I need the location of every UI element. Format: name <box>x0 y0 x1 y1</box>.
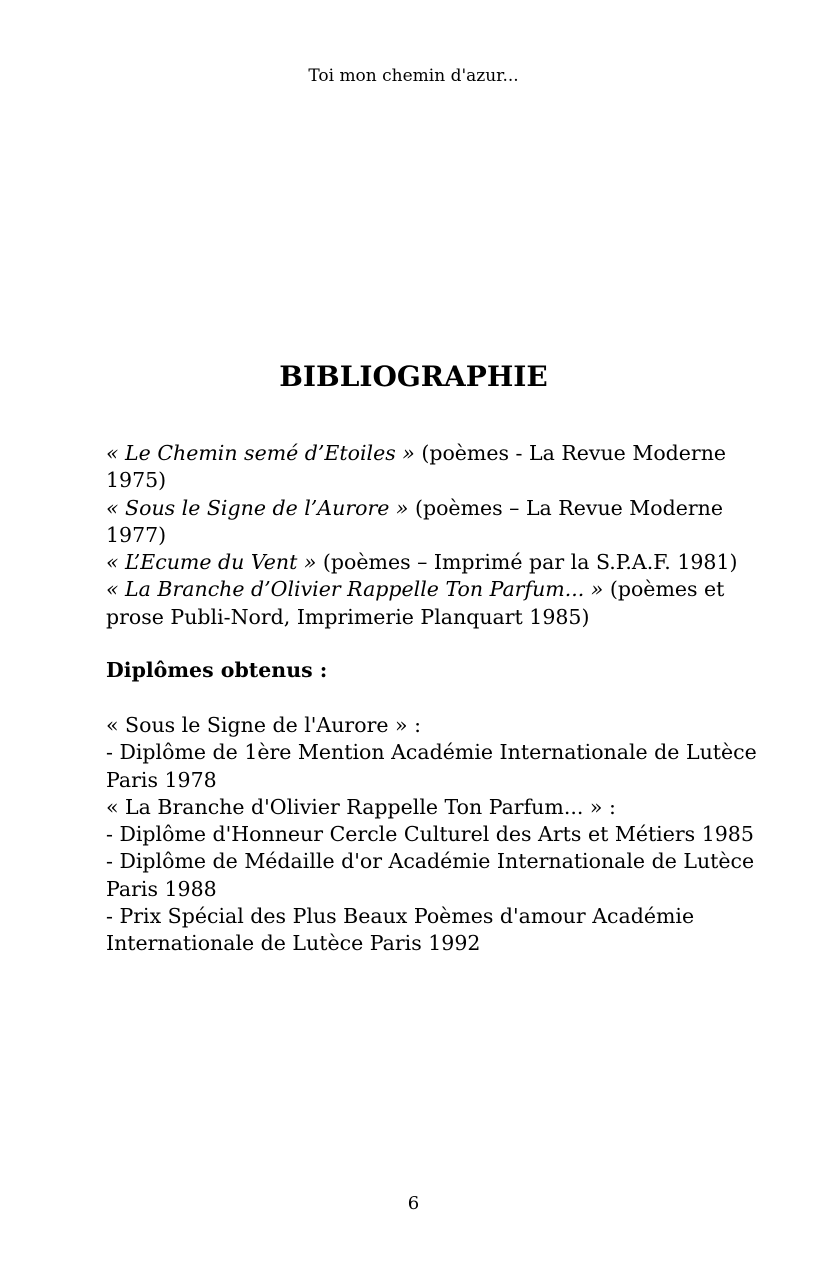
bibliography-list <box>106 440 738 631</box>
diplomas-line: « Sous le Signe de l'Aurore » : <box>106 713 421 737</box>
bibliography-entry-1-line-1 <box>106 440 727 467</box>
diplomas-line: - Diplôme de Médaille d'or Académie Internationale de Lutèce <box>106 849 755 874</box>
bibliography-entry-4-title: « La Branche d’Olivier Rappelle Ton Parfum... » <box>106 577 604 602</box>
running-header: Toi mon chemin d'azur... <box>308 66 519 86</box>
bibliography-entry-2-details: (poèmes – La Revue Moderne <box>408 495 724 520</box>
page-number: 6 <box>407 1193 420 1214</box>
diplomas-line: - Diplôme de 1ère Mention Académie Internationale de Lutèce <box>106 740 757 765</box>
bibliography-entry-4-line-1 <box>106 576 725 603</box>
bibliography-entry-3-line-1 <box>106 549 738 576</box>
bibliography-entry-1-line-2: 1975) <box>106 468 167 493</box>
bibliography-entry-1-title: « Le Chemin semé d’Etoiles » <box>106 441 415 465</box>
bibliography-entry-2-line-1 <box>106 495 724 522</box>
bibliography-entry-1-details: (poèmes - La Revue Moderne <box>414 441 727 465</box>
diplomas-line: - Diplôme d'Honneur Cercle Culturel des Arts et Métiers 1985 <box>106 822 754 847</box>
diplomas-line: « La Branche d'Olivier Rappelle Ton Parfum... » : <box>106 794 616 819</box>
bibliography-entry-3-details: (poèmes – Imprimé par la S.P.A.F. 1981) <box>316 550 738 575</box>
diplomas-line: Internationale de Lutèce Paris 1992 <box>106 931 481 956</box>
bibliography-entry-2-line-2: 1977) <box>106 522 167 547</box>
diplomas-list <box>106 712 757 958</box>
bibliography-entry-4-line-2: prose Publi-Nord, Imprimerie Planquart 1985) <box>106 604 590 629</box>
bibliography-entry-3-title: « L’Ecume du Vent » <box>106 550 317 575</box>
diplomas-line: - Prix Spécial des Plus Beaux Poèmes d'amour Académie <box>106 904 695 929</box>
bibliography-entry-4-details: (poèmes et <box>603 577 725 602</box>
diplomas-line: Paris 1988 <box>106 876 217 901</box>
diplomas-line: Paris 1978 <box>106 767 217 792</box>
page-title: BIBLIOGRAPHIE <box>279 360 548 393</box>
bibliography-entry-2-title: « Sous le Signe de l’Aurore » <box>106 495 409 520</box>
diplomas-heading: Diplômes obtenus : <box>106 658 328 682</box>
